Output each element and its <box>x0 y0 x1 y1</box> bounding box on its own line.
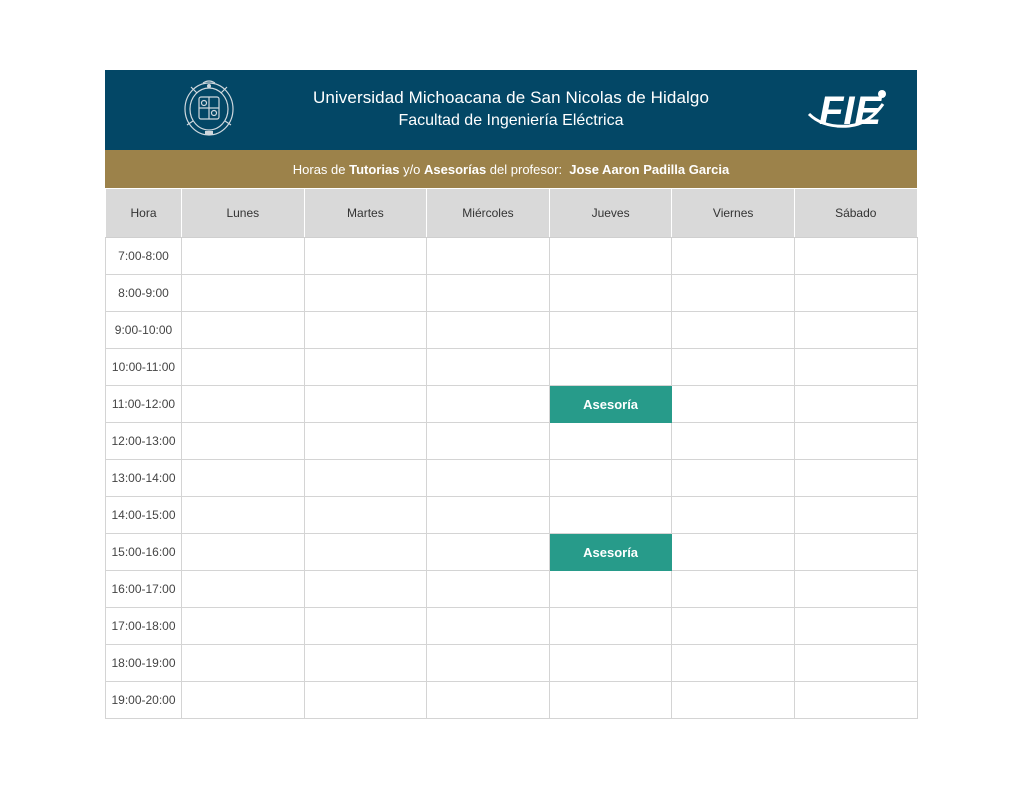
schedule-cell <box>182 608 305 645</box>
asesoria-slot: Asesoría <box>549 534 672 571</box>
schedule-cell <box>549 349 672 386</box>
fie-logo <box>803 80 889 136</box>
schedule-cell <box>427 386 550 423</box>
schedule-sheet <box>105 70 917 719</box>
schedule-cell <box>182 645 305 682</box>
schedule-cell <box>794 349 917 386</box>
schedule-cell <box>304 312 427 349</box>
schedule-cell <box>672 645 795 682</box>
schedule-cell <box>182 682 305 719</box>
table-row <box>106 682 918 719</box>
schedule-cell <box>672 386 795 423</box>
column-header-jueves: Jueves <box>549 189 672 238</box>
fie-logo-text: FIE <box>819 89 882 133</box>
schedule-cell <box>549 682 672 719</box>
schedule-cell <box>672 534 795 571</box>
schedule-cell <box>672 460 795 497</box>
hour-cell: 13:00-14:00 <box>106 460 182 497</box>
schedule-cell <box>304 497 427 534</box>
schedule-cell <box>549 608 672 645</box>
hour-cell: 7:00-8:00 <box>106 238 182 275</box>
schedule-cell <box>182 423 305 460</box>
schedule-cell <box>304 423 427 460</box>
schedule-cell <box>672 275 795 312</box>
schedule-cell <box>672 238 795 275</box>
table-header-row <box>106 189 918 238</box>
schedule-cell <box>794 682 917 719</box>
schedule-cell <box>182 534 305 571</box>
professor-name: Jose Aaron Padilla Garcia <box>569 161 730 177</box>
hour-cell: 16:00-17:00 <box>106 571 182 608</box>
table-row <box>106 423 918 460</box>
university-name: Universidad Michoacana de San Nicolas de Hidalgo <box>312 88 710 107</box>
asesoria-slot: Asesoría <box>549 386 672 423</box>
subtitle-text: y/o <box>399 161 425 177</box>
schedule-cell <box>549 275 672 312</box>
schedule-cell <box>182 238 305 275</box>
subtitle-text: del profesor: <box>486 161 570 177</box>
schedule-cell <box>427 238 550 275</box>
professor-bar <box>105 150 917 188</box>
schedule-cell <box>549 460 672 497</box>
column-header-miercoles: Miércoles <box>427 189 550 238</box>
schedule-cell <box>549 497 672 534</box>
schedule-cell <box>304 608 427 645</box>
column-header-martes: Martes <box>304 189 427 238</box>
schedule-cell <box>182 349 305 386</box>
table-row <box>106 497 918 534</box>
hour-cell: 14:00-15:00 <box>106 497 182 534</box>
table-row <box>106 275 918 312</box>
schedule-cell <box>794 497 917 534</box>
schedule-cell <box>794 275 917 312</box>
schedule-cell <box>304 571 427 608</box>
schedule-cell <box>672 423 795 460</box>
hour-cell: 11:00-12:00 <box>106 386 182 423</box>
schedule-cell <box>304 349 427 386</box>
schedule-cell <box>794 423 917 460</box>
table-row <box>106 645 918 682</box>
hour-cell: 19:00-20:00 <box>106 682 182 719</box>
schedule-cell <box>427 608 550 645</box>
schedule-cell <box>182 386 305 423</box>
header-band <box>105 70 917 150</box>
table-row <box>106 238 918 275</box>
schedule-cell <box>427 460 550 497</box>
table-row <box>106 349 918 386</box>
hour-cell: 9:00-10:00 <box>106 312 182 349</box>
schedule-cell <box>182 275 305 312</box>
hour-cell: 8:00-9:00 <box>106 275 182 312</box>
schedule-cell <box>304 682 427 719</box>
schedule-cell <box>182 312 305 349</box>
schedule-cell <box>794 608 917 645</box>
column-header-viernes: Viernes <box>672 189 795 238</box>
schedule-cell <box>427 275 550 312</box>
table-row <box>106 460 918 497</box>
faculty-name: Facultad de Ingeniería Eléctrica <box>398 112 624 129</box>
hour-cell: 15:00-16:00 <box>106 534 182 571</box>
schedule-cell <box>304 275 427 312</box>
schedule-cell <box>549 571 672 608</box>
schedule-cell <box>549 238 672 275</box>
table-row <box>106 534 918 571</box>
column-header-hora: Hora <box>106 189 182 238</box>
table-row <box>106 386 918 423</box>
schedule-cell <box>427 423 550 460</box>
schedule-body <box>106 238 918 719</box>
schedule-cell <box>794 645 917 682</box>
schedule-cell <box>182 460 305 497</box>
table-row <box>106 312 918 349</box>
schedule-cell <box>427 497 550 534</box>
schedule-cell <box>549 645 672 682</box>
subtitle-asesorias: Asesorías <box>424 161 487 177</box>
schedule-cell <box>427 571 550 608</box>
hour-cell: 18:00-19:00 <box>106 645 182 682</box>
schedule-cell <box>427 534 550 571</box>
schedule-cell <box>182 571 305 608</box>
subtitle-text: Horas de <box>292 161 350 177</box>
schedule-cell <box>794 571 917 608</box>
schedule-cell <box>182 497 305 534</box>
schedule-cell <box>304 386 427 423</box>
schedule-cell <box>672 497 795 534</box>
column-header-sabado: Sábado <box>794 189 917 238</box>
schedule-cell <box>549 423 672 460</box>
schedule-cell <box>672 682 795 719</box>
schedule-cell <box>304 238 427 275</box>
column-header-lunes: Lunes <box>182 189 305 238</box>
subtitle-tutorias: Tutorias <box>349 161 400 177</box>
schedule-cell <box>672 608 795 645</box>
table-row <box>106 608 918 645</box>
schedule-cell <box>794 312 917 349</box>
schedule-cell <box>794 238 917 275</box>
hour-cell: 10:00-11:00 <box>106 349 182 386</box>
schedule-cell <box>427 645 550 682</box>
hour-cell: 17:00-18:00 <box>106 608 182 645</box>
schedule-cell <box>672 349 795 386</box>
table-row <box>106 571 918 608</box>
schedule-cell <box>304 460 427 497</box>
schedule-table <box>105 188 918 719</box>
schedule-cell <box>794 386 917 423</box>
schedule-cell <box>672 571 795 608</box>
schedule-cell <box>427 682 550 719</box>
schedule-cell <box>549 312 672 349</box>
schedule-cell <box>672 312 795 349</box>
schedule-cell <box>794 460 917 497</box>
hour-cell: 12:00-13:00 <box>106 423 182 460</box>
schedule-cell <box>304 534 427 571</box>
schedule-cell <box>794 534 917 571</box>
schedule-cell <box>304 645 427 682</box>
schedule-cell <box>427 312 550 349</box>
schedule-cell <box>427 349 550 386</box>
